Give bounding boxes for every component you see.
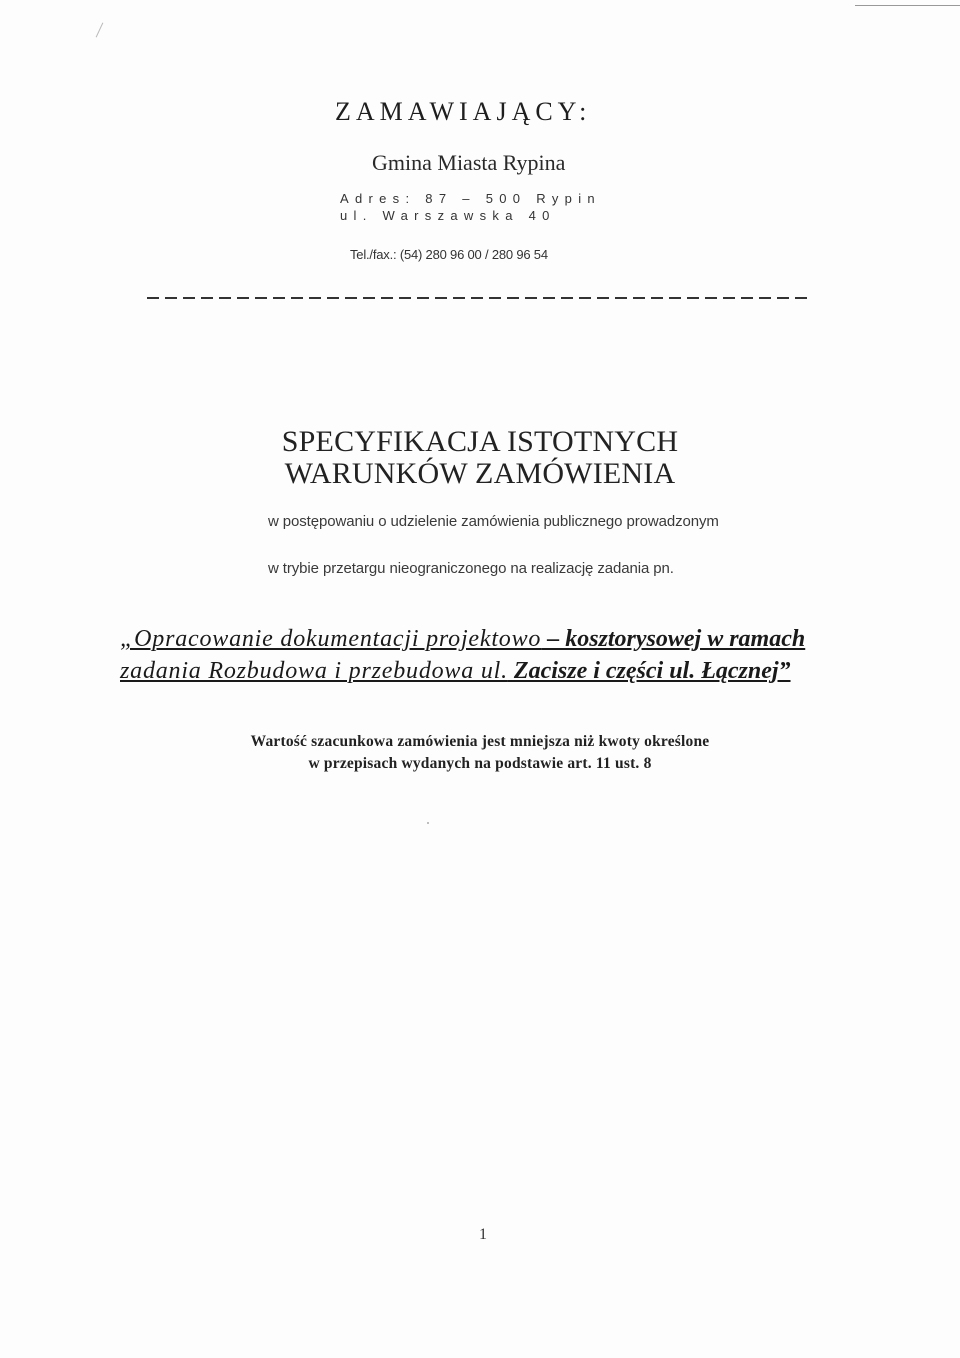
intro-line-1: w postępowaniu o udzielenie zamówienia publicznego prowadzonym (268, 513, 719, 530)
task-name-line-1-part-2: – kosztorysowej w ramach (541, 626, 806, 652)
scan-edge-line (855, 5, 960, 6)
value-note-line-1: Wartość szacunkowa zamówienia jest mniejsza niż kwoty określone (250, 733, 710, 750)
orderer-name: Gmina Miasta Rypina (372, 150, 566, 175)
scan-mark (96, 23, 104, 38)
document-title-line-1: SPECYFIKACJA ISTOTNYCH (281, 425, 679, 458)
phone-fax: Tel./fax.: (54) 280 96 00 / 280 96 54 (350, 247, 548, 262)
value-note-line-2: w przepisach wydanych na podstawie art. 11 ust. 8 (308, 755, 652, 772)
task-name-line-1 (120, 625, 805, 654)
task-name-line-2 (120, 657, 791, 686)
intro-line-2: w trybie przetargu nieograniczonego na realizację zadania pn. (268, 560, 674, 577)
page-number: 1 (479, 1226, 487, 1243)
task-name-line-2-part-1: zadania Rozbudowa i przebudowa ul. (120, 658, 508, 684)
orderer-label: ZAMAWIAJĄCY: (335, 97, 592, 126)
task-name-line-2-part-2: Zacisze i części ul. Łącznej” (507, 658, 791, 684)
dashed-separator (147, 297, 808, 299)
task-name-line-1-part-1: „Opracowanie dokumentacji projektowo (120, 626, 542, 652)
document-title-line-2: WARUNKÓW ZAMÓWIENIA (284, 457, 676, 490)
address-line-1: Adres: 87 – 500 Rypin (340, 191, 601, 206)
scan-dot (427, 822, 429, 824)
address-line-2: ul. Warszawska 40 (340, 208, 556, 223)
